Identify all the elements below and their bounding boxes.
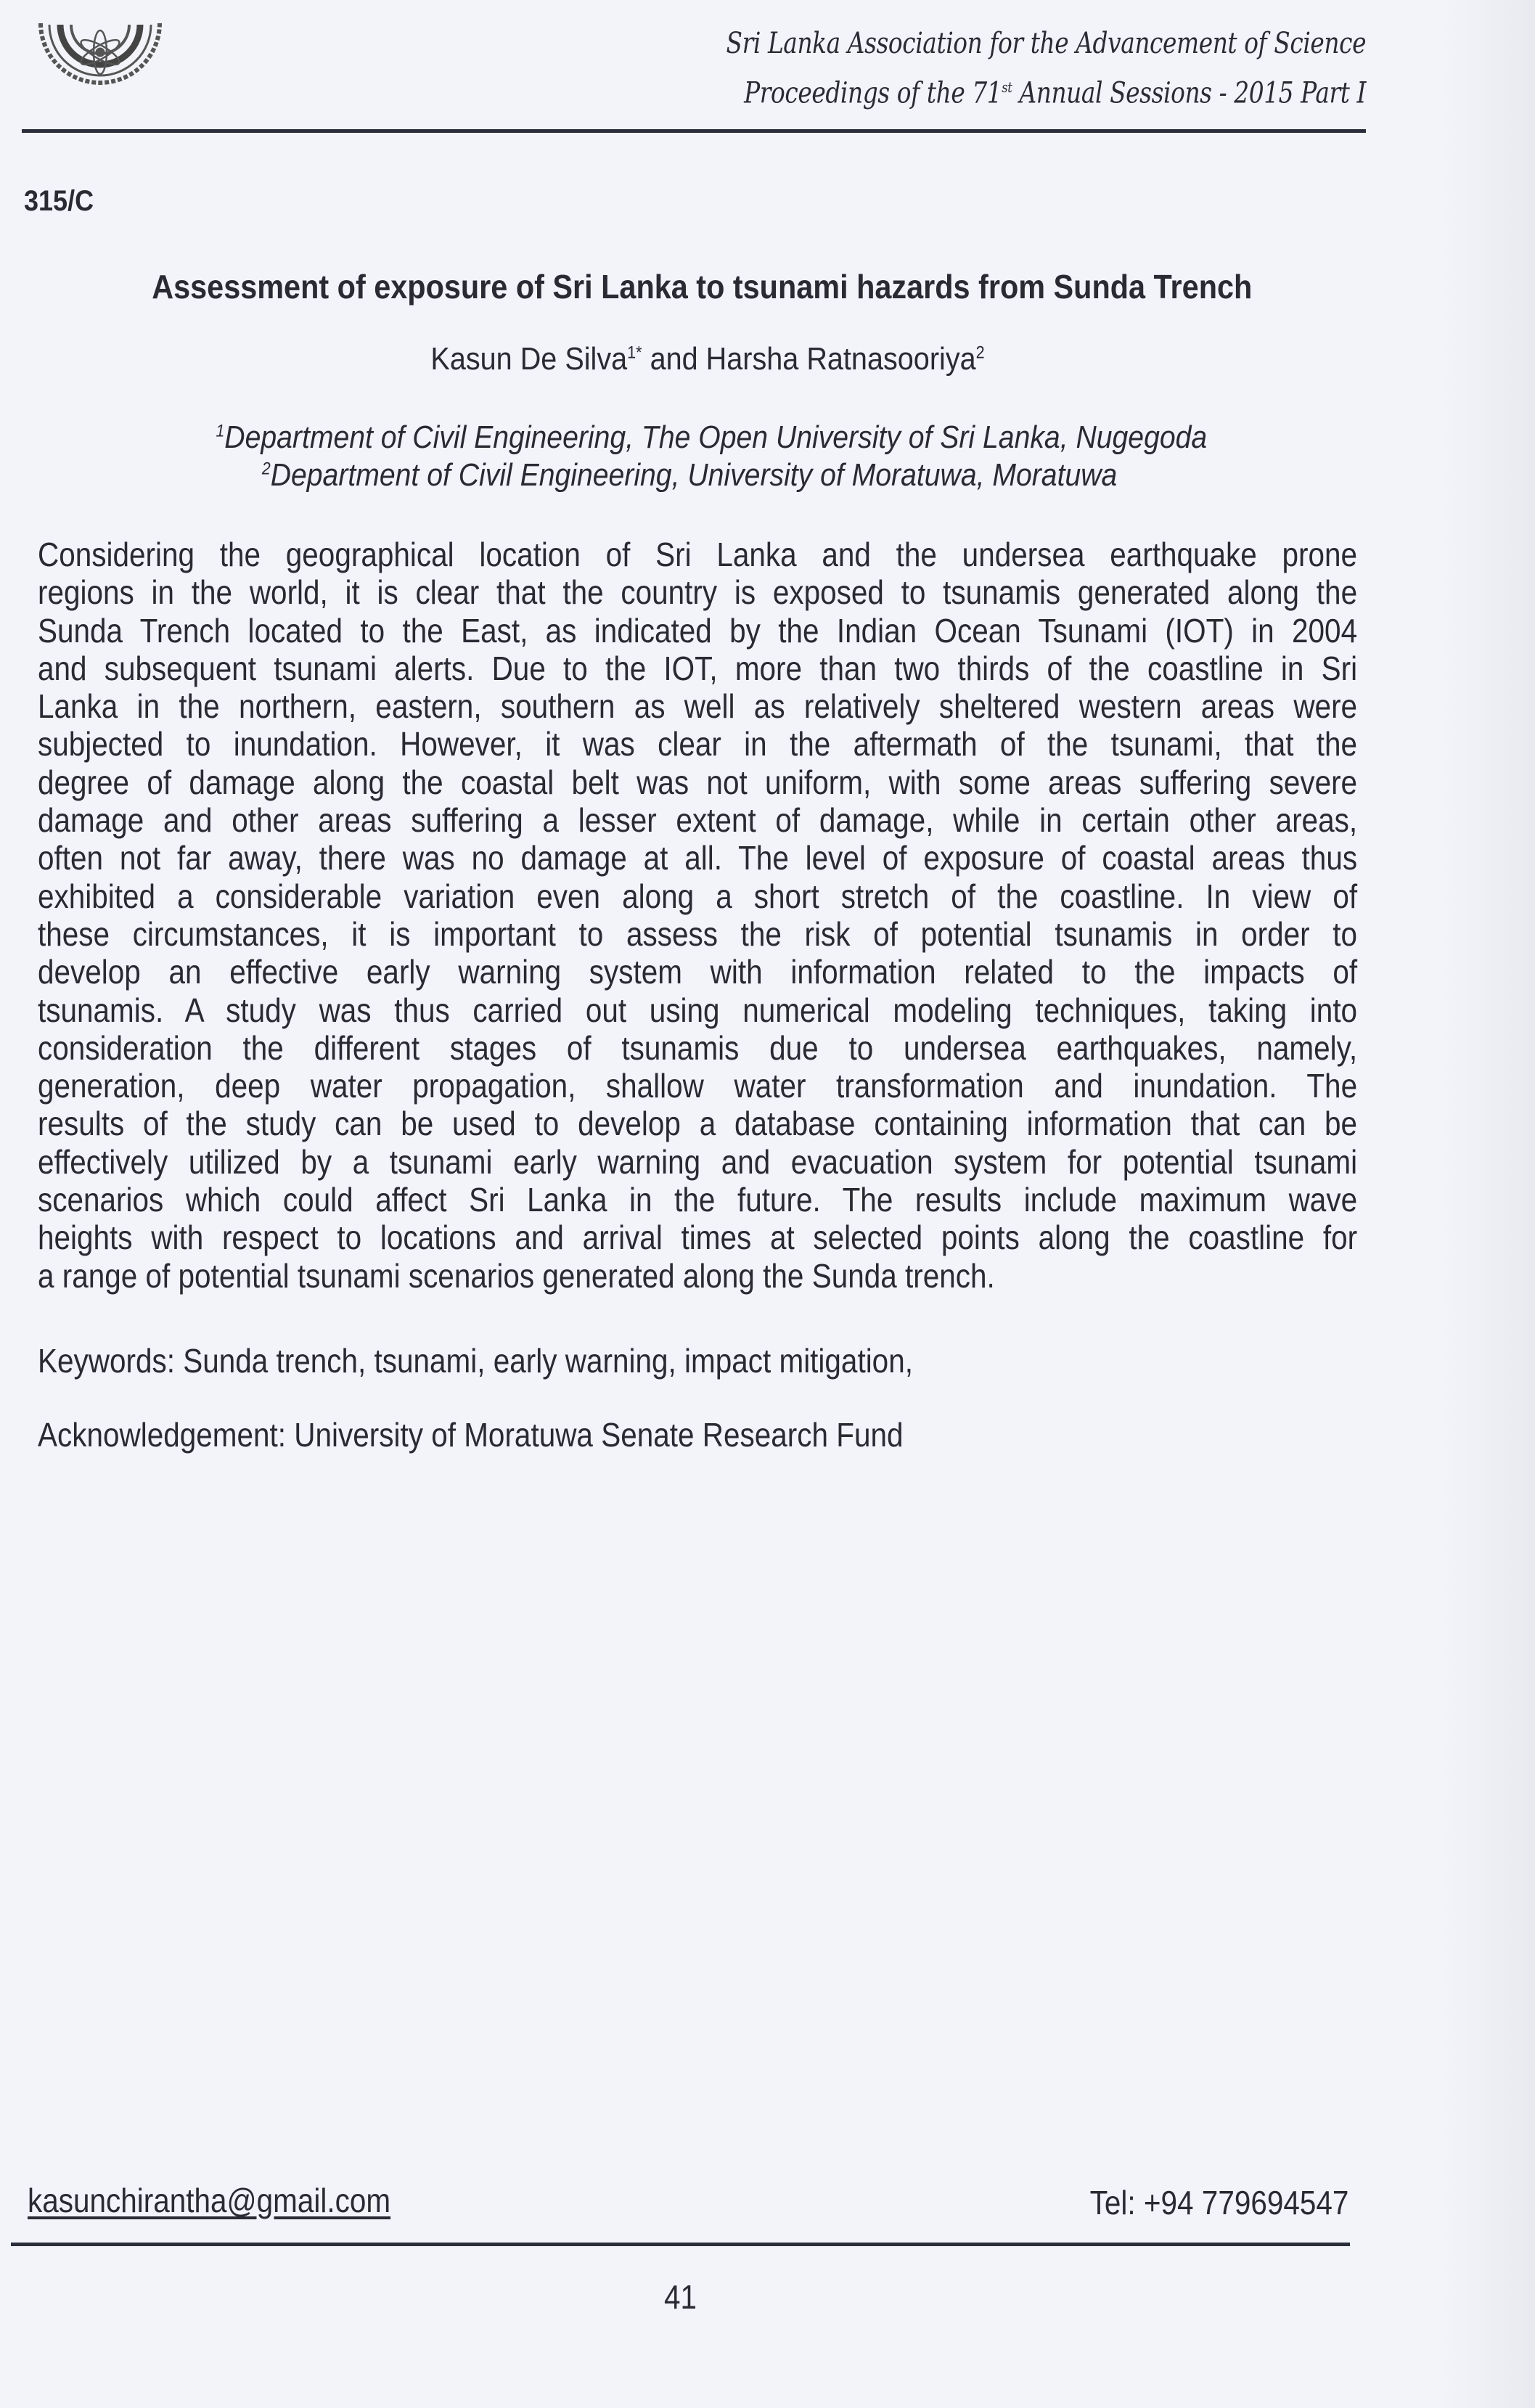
paper-title <box>0 267 1404 306</box>
author-telephone: Tel: +94 779694547 <box>1089 2184 1348 2221</box>
journal-header <box>586 22 1366 115</box>
abstract-line: consideration the different stages of tsunamis due to undersea earthquakes, namely, <box>38 1028 1358 1067</box>
acknowledgement: Acknowledgement: University of Moratuwa Senate Research Fund <box>38 1416 904 1454</box>
abstract-body <box>38 536 1357 1295</box>
author-affiliation-marker: 2 <box>975 343 985 363</box>
header-proceedings-text: Proceedings of the 71 <box>744 76 1002 110</box>
affiliation-2 <box>0 457 1401 494</box>
author-conjunction: and <box>642 341 706 377</box>
abstract-line: subjected to inundation. However, it was clear in the aftermath of the tsunami, that the <box>38 725 1358 763</box>
author-name: Harsha Ratnasooriya <box>705 341 976 377</box>
abstract-line: heights with respect to locations and arrival times at selected points along the coastline for <box>38 1219 1358 1257</box>
author-name: Kasun De Silva <box>430 341 628 377</box>
footer-divider <box>11 2243 1350 2246</box>
abstract-line: Considering the geographical location of Sri Lanka and the undersea earthquake prone <box>38 536 1358 573</box>
abstract-line: exhibited a considerable variation even along a short stretch of the coastline. In view of <box>38 877 1358 915</box>
abstract-line: degree of damage along the coastal belt was not uniform, with some areas suffering severe <box>38 763 1358 801</box>
abstract-line: scenarios which could affect Sri Lanka in the future. The results include maximum wave <box>38 1181 1358 1219</box>
abstract-line: results of the study can be used to develop a database containing information that can be <box>38 1105 1358 1143</box>
keywords: Keywords: Sunda trench, tsunami, early warning, impact mitigation, <box>38 1342 913 1380</box>
author-email-link[interactable]: kasunchirantha@gmail.com <box>28 2182 391 2219</box>
abstract-line: damage and other areas suffering a lesser extent of damage, while in certain other areas, <box>38 801 1358 840</box>
slaas-logo <box>28 9 173 125</box>
author-list <box>0 341 1415 377</box>
abstract-line: often not far away, there was no damage at all. The level of exposure of coastal areas thus <box>38 839 1358 877</box>
header-organization: Sri Lanka Association for the Advancement of Science <box>726 27 1366 60</box>
affiliation-marker: 2 <box>261 459 271 479</box>
abstract-line: a range of potential tsunami scenarios generated along the Sunda trench. <box>38 1256 995 1295</box>
affiliation-text: Department of Civil Engineering, The Open University of Sri Lanka, Nugegoda <box>224 419 1207 455</box>
author-affiliation-marker: 1* <box>627 343 642 363</box>
header-proceedings-ordinal: st <box>1002 78 1012 96</box>
header-proceedings <box>726 65 1366 115</box>
abstract-line: Sunda Trench located to the East, as indicated by the Indian Ocean Tsunami (IOT) in 2004 <box>38 611 1358 650</box>
page-number: 41 <box>664 2278 697 2316</box>
abstract-id: 315/C <box>24 185 94 217</box>
header-proceedings-tail: Annual Sessions - 2015 Part I <box>1012 76 1366 110</box>
abstract-line: these circumstances, it is important to assess the risk of potential tsunamis in order to <box>38 914 1358 953</box>
abstract-line: and subsequent tsunami alerts. Due to the IOT, more than two thirds of the coastline in Sri <box>38 649 1358 687</box>
abstract-line: tsunamis. A study was thus carried out using numerical modeling techniques, taking into <box>38 991 1358 1029</box>
abstract-line: generation, deep water propagation, shallow water transformation and inundation. The <box>38 1067 1358 1105</box>
abstract-line: develop an effective early warning system with information related to the impacts of <box>38 953 1358 991</box>
header-divider <box>22 129 1366 133</box>
affiliation-text: Department of Civil Engineering, University of Moratuwa, Moratuwa <box>270 457 1118 493</box>
abstract-line: Lanka in the northern, eastern, southern as well as relatively sheltered western areas were <box>38 687 1358 726</box>
page-edge-shadow <box>1441 0 1535 2408</box>
paper-title-text: Assessment of exposure of Sri Lanka to tsunami hazards from Sunda Trench <box>151 268 1253 306</box>
atom-emblem-icon <box>28 9 173 125</box>
abstract-line: effectively utilized by a tsunami early warning and evacuation system for potential tsunami <box>38 1142 1358 1181</box>
affiliation-1 <box>0 419 1423 456</box>
abstract-line: regions in the world, it is clear that the country is exposed to tsunamis generated along the <box>38 573 1358 612</box>
affiliation-marker: 1 <box>216 421 224 441</box>
